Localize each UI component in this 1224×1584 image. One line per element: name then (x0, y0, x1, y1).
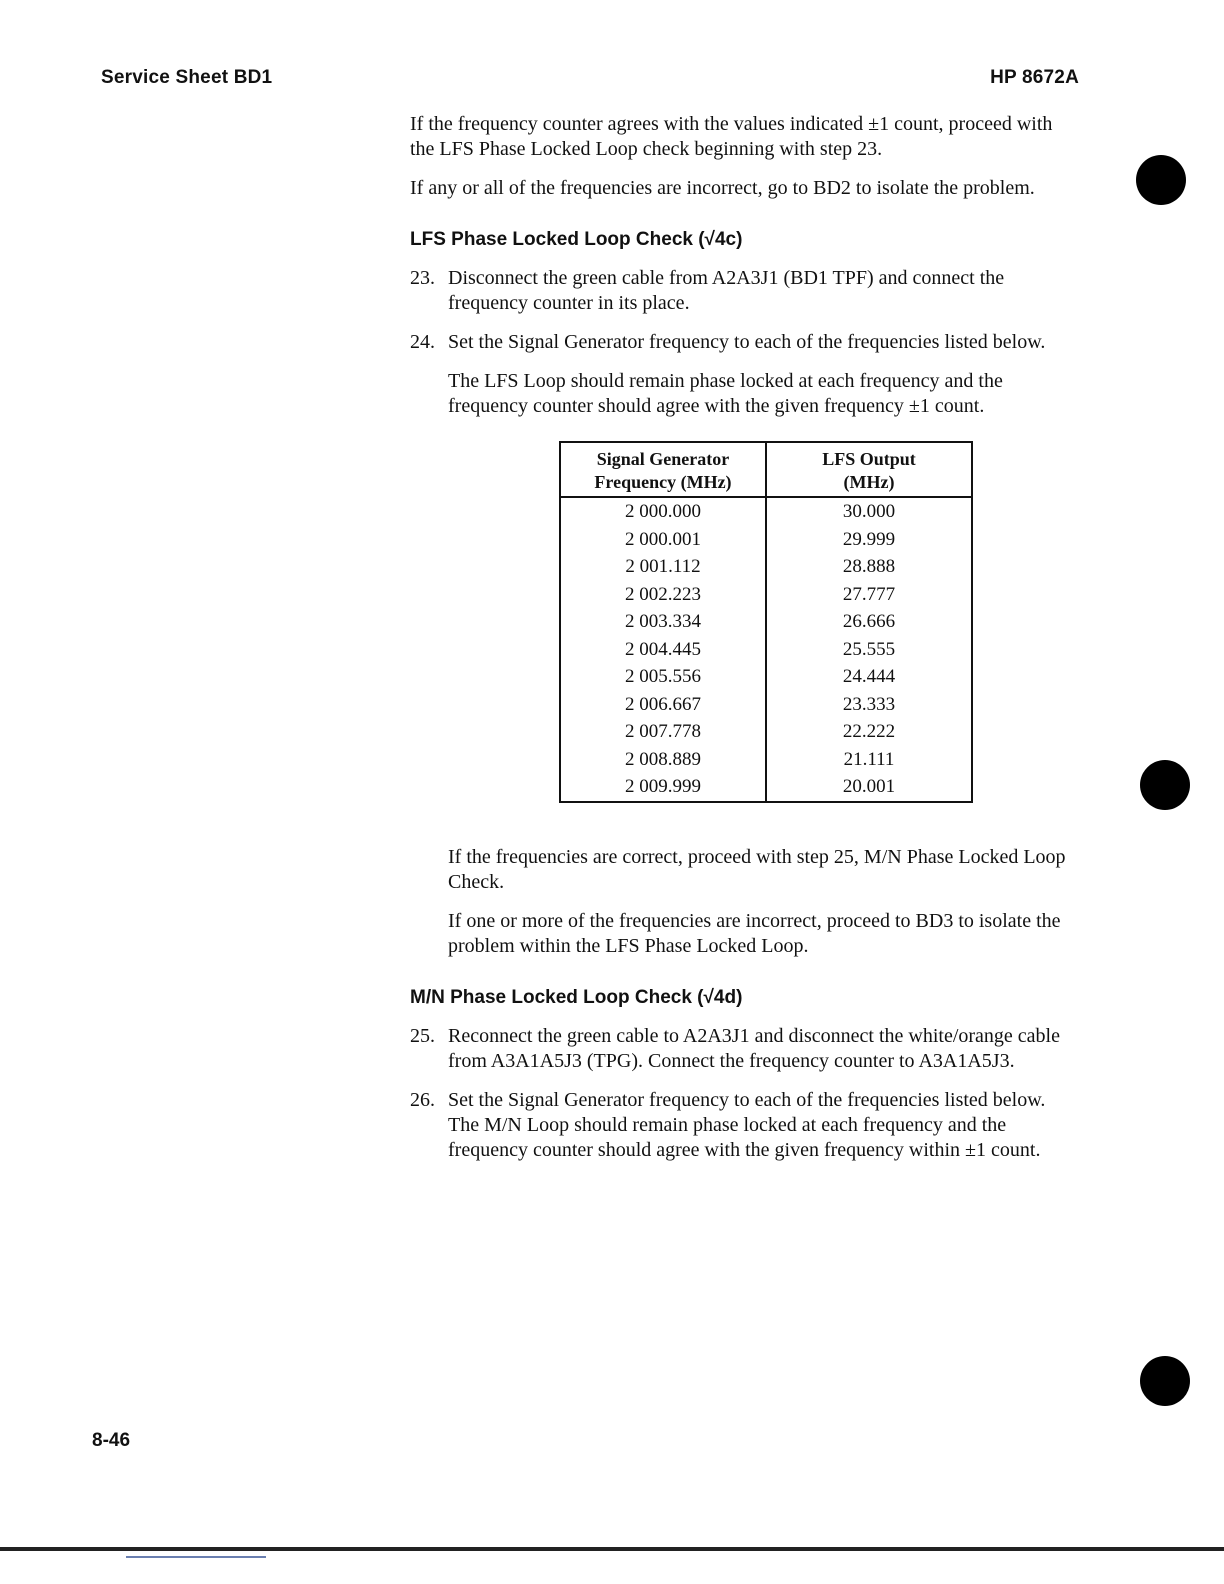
table-row (560, 691, 972, 719)
table-row (560, 636, 972, 664)
step-24-text: Set the Signal Generator frequency to each of the frequencies listed below. (448, 331, 1046, 353)
intro-paragraph-1: If the frequency counter agrees with the values indicated ±1 count, proceed with the LFS Phase Locked Loop check beginning with step 23. (410, 113, 1053, 160)
table-cell: 2 003.334 (625, 611, 701, 632)
intro-paragraph-2: If any or all of the frequencies are incorrect, go to BD2 to isolate the problem. (410, 177, 1035, 199)
step-25 (410, 1024, 1080, 1074)
table-cell: 28.888 (766, 553, 972, 581)
column-header-line: LFS Output (822, 449, 916, 469)
table-cell: 2 006.667 (625, 693, 701, 715)
table-header-row (560, 442, 972, 497)
binder-hole-mark (1136, 155, 1186, 205)
binder-hole-mark (1140, 760, 1190, 810)
table-cell: 2 000.000 (625, 501, 701, 522)
table-cell: 25.555 (766, 636, 972, 664)
after-table-paragraph-2: If one or more of the frequencies are incorrect, proceed to BD3 to isolate the problem within the LFS Phase Locked Loop. (448, 909, 1061, 957)
table-row (560, 746, 972, 774)
step-23-number: 23. (410, 267, 435, 289)
table-row (560, 526, 972, 554)
step-26 (410, 1088, 1080, 1163)
page-content (410, 112, 1080, 1177)
table-cell: 2 001.112 (625, 556, 701, 577)
step-25-text: Reconnect the green cable to A2A3J1 and disconnect the white/orange cable from A3A1A5J3 (TPG). Connect the frequency counter to A3A1A5J3. (448, 1024, 1060, 1072)
table-cell: 26.666 (766, 608, 972, 636)
page-number: 8-46 (92, 1430, 131, 1451)
column-header-line: (MHz) (843, 472, 895, 492)
column-header-line: Frequency (MHz) (594, 472, 732, 492)
table-cell: 30.000 (766, 497, 972, 526)
binder-hole-mark (1140, 1356, 1190, 1406)
bottom-rule (0, 1547, 1224, 1551)
table-row (560, 663, 972, 691)
step-26-text: Set the Signal Generator frequency to each of the frequencies listed below. The M/N Loop should remain phase locked at each frequency and the frequency counter should agree with the given frequency within ±1 count. (448, 1088, 1046, 1161)
step-26-number: 26. (410, 1088, 435, 1111)
table-row (560, 608, 972, 636)
table-cell: 27.777 (766, 581, 972, 609)
table-row (560, 497, 972, 526)
table-cell: 29.999 (766, 526, 972, 554)
frequency-table (559, 441, 973, 803)
table-row (560, 553, 972, 581)
table-row (560, 581, 972, 609)
table-row (560, 718, 972, 746)
table-cell: 22.222 (766, 718, 972, 746)
step-24-note: The LFS Loop should remain phase locked at each frequency and the frequency counter should agree with the given frequency ±1 count. (448, 370, 1003, 417)
step-25-number: 25. (410, 1024, 435, 1047)
table-cell: 20.001 (766, 773, 972, 802)
table-cell: 21.111 (766, 746, 972, 774)
step-24-number: 24. (410, 331, 435, 353)
after-table-paragraph-1: If the frequencies are correct, proceed with step 25, M/N Phase Locked Loop Check. (448, 845, 1066, 893)
table-row (560, 773, 972, 802)
table-cell: 2 005.556 (625, 666, 701, 687)
table-cell: 2 007.778 (625, 721, 701, 742)
table-cell: 2 008.889 (625, 748, 701, 770)
table-cell: 2 000.001 (625, 528, 701, 550)
table-cell: 24.444 (766, 663, 972, 691)
header-right: HP 8672A (990, 67, 1079, 88)
table-cell: 2 009.999 (625, 776, 701, 797)
table-cell: 2 004.445 (625, 638, 701, 660)
column-header-signal-generator (560, 442, 766, 497)
column-header-line: Signal Generator (596, 449, 730, 469)
mn-section-heading: M/N Phase Locked Loop Check (√4d) (410, 986, 743, 1008)
step-23-text: Disconnect the green cable from A2A3J1 (BD1 TPF) and connect the frequency counter in its place. (448, 267, 1005, 314)
table-cell: 2 002.223 (625, 583, 701, 605)
table-cell: 23.333 (766, 691, 972, 719)
lfs-section-heading: LFS Phase Locked Loop Check (√4c) (410, 229, 743, 250)
step-23 (410, 266, 1080, 316)
column-header-lfs-output (766, 442, 972, 497)
bottom-rule-accent (126, 1556, 266, 1558)
header-left: Service Sheet BD1 (101, 67, 273, 88)
step-24 (410, 330, 1080, 355)
